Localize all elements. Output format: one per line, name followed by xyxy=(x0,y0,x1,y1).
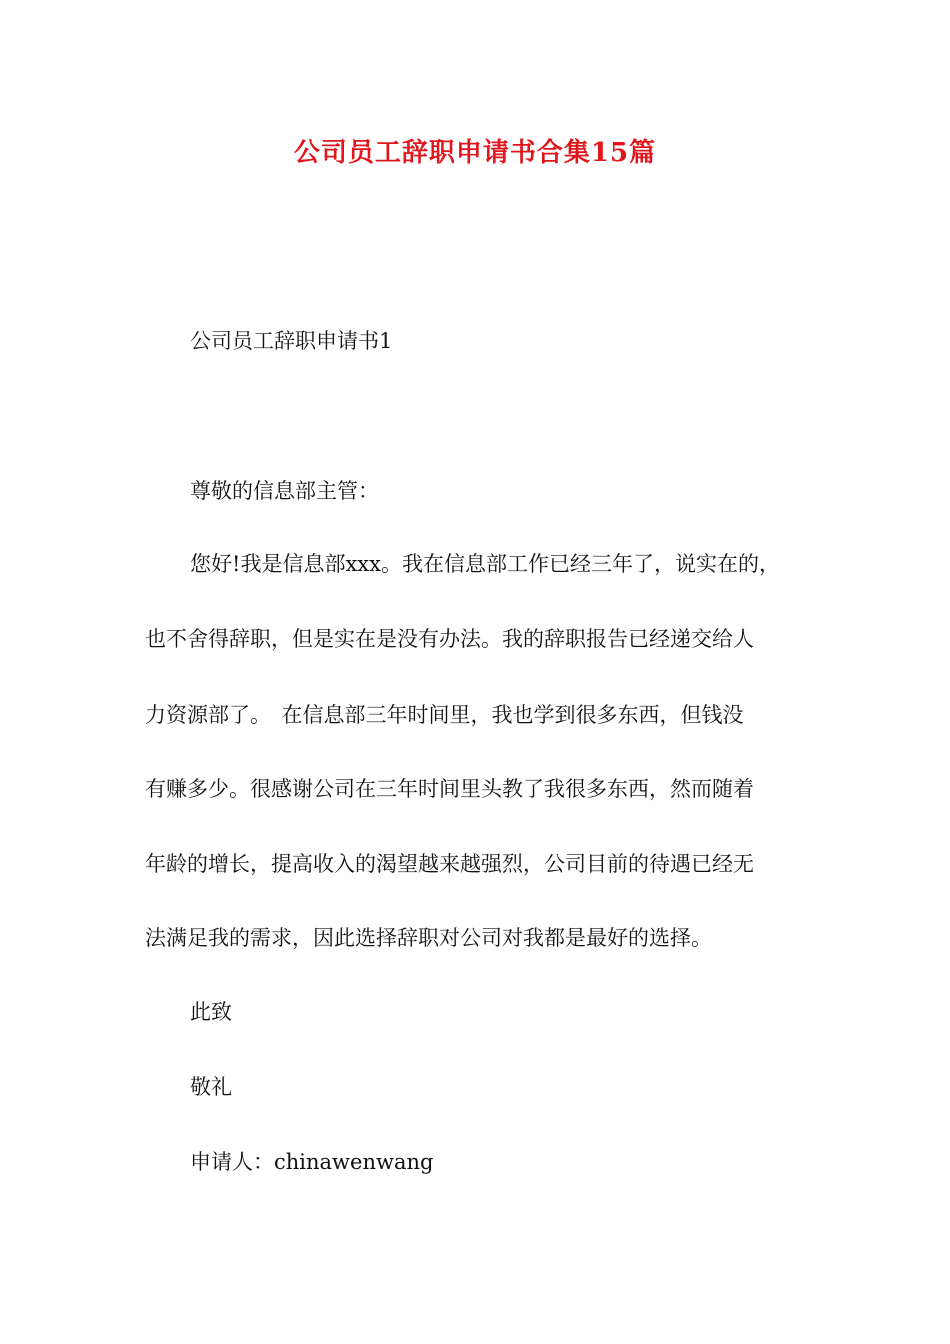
body-line-5: 年龄的增长，提高收入的渴望越来越强烈，公司目前的待遇已经无 xyxy=(145,852,754,876)
document-title: 公司员工辞职申请书合集15篇 xyxy=(293,138,657,168)
closing-salute: 敬礼 xyxy=(190,1075,232,1099)
body-line-3: 力资源部了。 在信息部三年时间里，我也学到很多东西，但钱没 xyxy=(145,703,744,727)
salutation: 尊敬的信息部主管： xyxy=(190,479,379,503)
section-heading: 公司员工辞职申请书1 xyxy=(190,329,393,353)
body-line-4: 有赚多少。很感谢公司在三年时间里头教了我很多东西，然而随着 xyxy=(145,777,754,801)
applicant-signature: 申请人：chinawenwang xyxy=(190,1150,434,1174)
body-line-6: 法满足我的需求，因此选择辞职对公司对我都是最好的选择。 xyxy=(145,926,712,950)
closing-regards: 此致 xyxy=(190,1000,232,1024)
body-line-2: 也不舍得辞职，但是实在是没有办法。我的辞职报告已经递交给人 xyxy=(145,627,754,651)
body-line-1: 您好!我是信息部xxx。我在信息部工作已经三年了，说实在的， xyxy=(190,552,780,576)
